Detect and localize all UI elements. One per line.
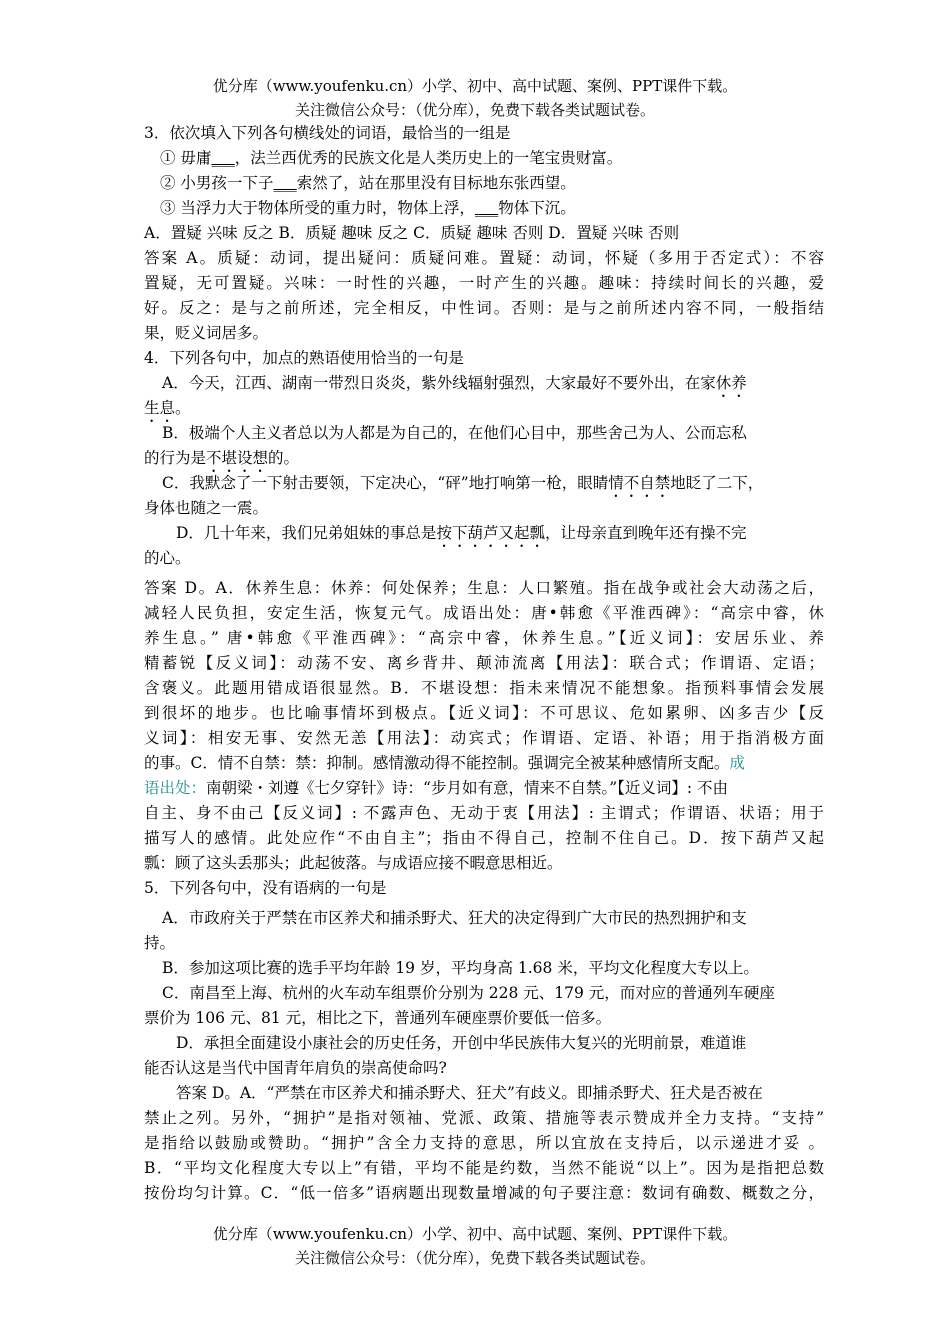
q5-answer-line: 按份均匀计算。C．“低一倍多”语病题出现数量增减的句子要注意：数词有确数、概数之分， xyxy=(144,1184,824,1202)
q4-answer-line: 描写人的感情。此处应作“不由自主”；指由不得自己，控制不住自己。D．按下葫芦又起 xyxy=(144,829,824,847)
footer-line-2: 关注微信公众号：（优分库），免费下载各类试题试卷。 xyxy=(294,1249,655,1267)
q4-answer-line: 精蓄锐【反义词】：动荡不安、离乡背井、颠沛流离【用法】：联合式；作谓语、定语； xyxy=(144,654,824,672)
footer-line-1: 优分库（www.youfenku.cn）小学、初中、高中试题、案例、PPT课件下载。 xyxy=(212,1225,738,1243)
q4-answer-teal-text: 语出处： xyxy=(144,779,207,797)
q4-dotted-idiom: 生息 xyxy=(144,399,176,417)
q5-option-c-line-2: 票价为 106 元、81 元，相比之下，普通列车硬座票价要低一倍多。 xyxy=(144,1009,612,1027)
q4-option-a-line-2: 生息。 xyxy=(144,399,191,417)
q4-option-c-line-2: 身体也随之一震。 xyxy=(144,499,269,517)
q3-sentence-2: ② 小男孩一下子___索然了，站在那里没有目标地东张西望。 xyxy=(160,174,576,192)
q4-option-d-line-1: D．几十年来，我们兄弟姐妹的事总是按下葫芦又起瓢，让母亲直到晚年还有操不完 xyxy=(176,524,747,542)
q5-answer-line: 是指给以鼓励或赞助。“拥护”含全力支持的意思，所以宜放在支持后，以示递进才妥 。 xyxy=(144,1134,824,1152)
q3-sentence-1: ① 毋庸___，法兰西优秀的民族文化是人类历史上的一笔宝贵财富。 xyxy=(160,149,623,167)
q4-option-b-line-1: B．极端个人主义者总以为人都是为自己的，在他们心目中，那些舍己为人、公而忘私 xyxy=(162,424,747,442)
q3-stem: 3．依次填入下列各句横线处的词语，最恰当的一组是 xyxy=(144,124,511,142)
q5-stem: 5．下列各句中，没有语病的一句是 xyxy=(144,879,387,897)
q5-option-a-line-1: A．市政府关于严禁在市区养犬和捕杀野犬、狂犬的决定得到广大市民的热烈拥护和支 xyxy=(162,909,747,927)
q3-answer-line: 置疑，无可置疑。兴味：一时性的兴趣，一时产生的兴趣。趣味：持续时间长的兴趣，爱 xyxy=(144,274,824,292)
q4-answer-line: 含褒义。此题用错成语很显然。B．不堪设想：指未来情况不能想象。指预料事情会发展 xyxy=(144,679,824,697)
q3-answer-line: 好。反之：是与之前所述，完全相反，中性词。否则：是与之前所述内容不同，一般指结 xyxy=(144,299,824,317)
q4-option-b-line-2: 的行为是不堪设想的。 xyxy=(144,449,300,467)
q3-blank-1: ___ xyxy=(211,149,235,167)
q3-blank-3: ___ xyxy=(474,199,499,217)
q5-answer-line: B．“平均文化程度大专以上”有错，平均不能是约数，当然不能说“以上”。因为是指把总数 xyxy=(144,1159,824,1177)
q4-answer-line: 减轻人民负担，安定生活，恢复元气。成语出处：唐•韩愈《平淮西碑》：“高宗中睿，休 xyxy=(144,604,824,622)
q4-answer-line: 答案 D。A．休养生息：休养：何处保养；生息：人口繁殖。指在战争或社会大动荡之后， xyxy=(144,579,824,597)
q4-answer-line: 义词】：相安无事、安然无恙【用法】：动宾式；作谓语、定语、补语；用于指消极方面 xyxy=(144,729,824,747)
q3-options: A．置疑 兴味 反之 B．质疑 趣味 反之 C．质疑 趣味 否则 D．置疑 兴味 否则 xyxy=(144,224,680,242)
q4-answer-teal-text: 成 xyxy=(729,754,745,772)
q4-dotted-idiom: 情不自禁 xyxy=(608,474,671,492)
q5-option-c-line-1: C．南昌至上海、杭州的火车动车组票价分别为 228 元、179 元，而对应的普通列车硬座 xyxy=(162,984,775,1002)
q5-option-a-line-2: 持。 xyxy=(144,934,176,952)
header-line-1: 优分库（www.youfenku.cn）小学、初中、高中试题、案例、PPT课件下载。 xyxy=(212,77,738,95)
q3-answer-line: 果，贬义词居多。 xyxy=(144,324,269,342)
q4-dotted-idiom: 不堪设想 xyxy=(206,449,269,467)
q4-dotted-idiom: 按下葫芦又起瓢 xyxy=(436,524,545,542)
q5-answer-line: 禁止之列。另外，“拥护”是指对领袖、党派、政策、措施等表示赞成并全力支持。“支持” xyxy=(144,1109,824,1127)
q4-dotted-idiom: 休养 xyxy=(715,374,747,392)
q4-answer-line: 自主、身不由己【反义词】: 不露声色、无动于衷【用法】: 主谓式；作谓语、状语；用于 xyxy=(144,804,824,822)
q3-blank-2: ___ xyxy=(273,174,297,192)
q4-answer-line: 瓢：顾了这头丢那头；此起彼落。与成语应接不暇意思相近。 xyxy=(144,854,563,872)
q4-option-a-line-1: A．今天，江西、湖南一带烈日炎炎，紫外线辐射强烈，大家最好不要外出，在家休养 xyxy=(162,374,747,392)
q5-answer-line: 答案 D。A．“严禁在市区养犬和捕杀野犬、狂犬”有歧义。即捕杀野犬、狂犬是否被在 xyxy=(176,1084,763,1102)
q4-stem: 4．下列各句中，加点的熟语使用恰当的一句是 xyxy=(144,349,464,367)
q4-answer-line: 的事。C．情不自禁：禁：抑制。感情激动得不能控制。强调完全被某种感情所支配。成 xyxy=(144,754,745,772)
q4-answer-line: 到很坏的地步。也比喻事情坏到极点。【近义词】：不可思议、危如累卵、凶多吉少【反 xyxy=(144,704,824,722)
q5-option-b: B．参加这项比赛的选手平均年龄 19 岁，平均身高 1.68 米，平均文化程度大专以上。 xyxy=(162,959,759,977)
header-line-2: 关注微信公众号：（优分库），免费下载各类试题试卷。 xyxy=(294,101,655,119)
q5-option-d-line-1: D．承担全面建设小康社会的历史任务，开创中华民族伟大复兴的光明前景，难道谁 xyxy=(176,1034,747,1052)
q4-answer-line: 养生息。” 唐•韩愈《平淮西碑》：“高宗中睿，休养生息。”【近义词】：安居乐业、养 xyxy=(144,629,824,647)
q4-option-c-line-1: C．我默念了一下射击要领，下定决心，“砰”地打响第一枪，眼睛情不自禁地眨了二下， xyxy=(162,474,764,492)
q5-option-d-line-2: 能否认这是当代中国青年肩负的崇高使命吗? xyxy=(144,1059,447,1077)
q4-answer-line: 语出处：南朝梁・刘遵《七夕穿针》诗：“步月如有意，情来不自禁。”【近义词】: 不由 xyxy=(144,779,729,797)
q3-answer-line: 答案 A。质疑：动词，提出疑问：质疑问难。置疑：动词，怀疑（多用于否定式）：不容 xyxy=(144,249,824,267)
q4-option-d-line-2: 的心。 xyxy=(144,549,191,567)
q3-sentence-3: ③ 当浮力大于物体所受的重力时，物体上浮，___物体下沉。 xyxy=(160,199,576,217)
